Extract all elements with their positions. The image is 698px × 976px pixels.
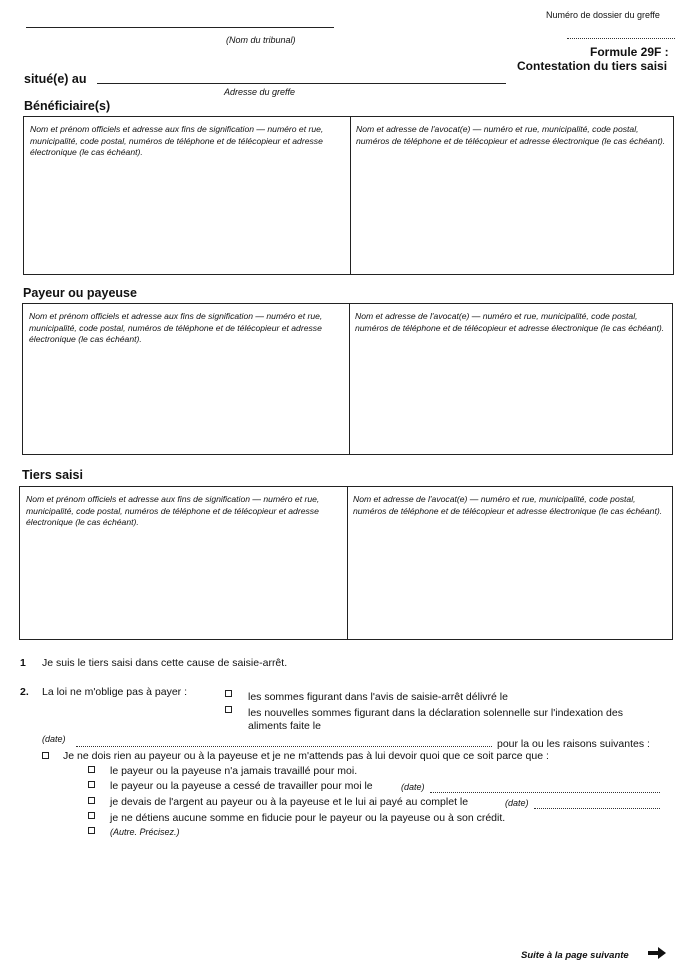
reason-4-text: je ne détiens aucune somme en fiducie pour le payeur ou la payeuse ou à son crédit.	[110, 812, 506, 824]
tiers-saisi-party-field[interactable]	[20, 487, 348, 639]
court-name-caption: (Nom du tribunal)	[226, 35, 296, 45]
located-at-label: situé(e) au	[24, 72, 87, 86]
form-title: Contestation du tiers saisi	[517, 59, 668, 73]
form-number: Formule 29F :	[590, 45, 669, 59]
file-number-caption: Numéro de dossier du greffe	[546, 10, 660, 20]
payeur-box	[22, 303, 673, 455]
reason-3-text: je devais de l'argent au payeur ou à la payeuse et le lui ai payé au complet le	[110, 796, 469, 808]
section-title-tiers-saisi: Tiers saisi	[22, 468, 83, 482]
item-2-number: 2.	[20, 686, 29, 698]
reason-1-checkbox[interactable]	[88, 766, 95, 773]
right-arrow-icon	[648, 946, 666, 964]
date-line[interactable]	[76, 746, 492, 747]
beneficiaire-lawyer-field[interactable]	[350, 117, 673, 274]
payeur-party-field[interactable]	[23, 304, 350, 454]
reason-5-text: (Autre. Précisez.)	[110, 827, 180, 837]
payeur-lawyer-instructions: Nom et adresse de l'avocat(e) — numéro et rue, municipalité, code postal, numéros de téléphone et de télécopieur et adresse électronique (le cas échéant).	[355, 311, 665, 333]
option-b-text-line2: aliments faite le	[248, 720, 321, 732]
item-2-lead: La loi ne m'oblige pas à payer :	[42, 686, 188, 698]
beneficiaire-party-field[interactable]	[24, 117, 351, 274]
reasons-tail: pour la ou les raisons suivantes :	[497, 738, 650, 750]
tiers-saisi-party-instructions: Nom et prénom officiels et adresse aux fins de signification — numéro et rue, municipalité, code postal, numéros de téléphone et de télécopieur et adresse électronique (le cas échéant).	[26, 494, 320, 527]
file-number-line[interactable]	[567, 38, 675, 39]
no-debt-checkbox[interactable]	[42, 752, 49, 759]
reason-2-date-line[interactable]	[430, 792, 660, 793]
tiers-saisi-box	[19, 486, 673, 640]
option-a-checkbox[interactable]	[225, 690, 232, 697]
reason-1-text: le payeur ou la payeuse n'a jamais travaillé pour moi.	[110, 765, 358, 777]
option-b-text-line1: les nouvelles sommes figurant dans la déclaration solennelle sur l'indexation des	[248, 707, 623, 719]
continued-text: Suite à la page suivante	[521, 950, 629, 961]
section-title-beneficiaire: Bénéficiaire(s)	[24, 99, 111, 113]
reason-2-text: le payeur ou la payeuse a cessé de travailler pour moi le	[110, 780, 373, 792]
date-caption: (date)	[42, 734, 66, 744]
reason-3-date-caption: (date)	[505, 798, 529, 808]
office-address-line[interactable]	[97, 83, 506, 84]
option-b-checkbox[interactable]	[225, 706, 232, 713]
item-1-text: Je suis le tiers saisi dans cette cause de saisie-arrêt.	[42, 657, 288, 669]
reason-3-date-line[interactable]	[534, 808, 660, 809]
payeur-party-instructions: Nom et prénom officiels et adresse aux fins de signification — numéro et rue, municipalité, code postal, numéros de téléphone et de télécopieur et adresse électronique (le cas échéant).	[29, 311, 323, 344]
reason-2-checkbox[interactable]	[88, 781, 95, 788]
beneficiaire-party-instructions: Nom et prénom officiels et adresse aux fins de signification — numéro et rue, municipalité, code postal, numéros de téléphone et de télécopieur et adresse électronique (le cas échéant).	[30, 124, 324, 157]
office-address-caption: Adresse du greffe	[224, 87, 296, 97]
option-a-text: les sommes figurant dans l'avis de saisie-arrêt délivré le	[248, 691, 508, 703]
item-1-number: 1	[20, 657, 26, 669]
reason-2-date-caption: (date)	[401, 782, 425, 792]
tiers-saisi-lawyer-instructions: Nom et adresse de l'avocat(e) — numéro et rue, municipalité, code postal, numéros de téléphone et de télécopieur et adresse électronique (le cas échéant).	[353, 494, 663, 516]
section-title-payeur: Payeur ou payeuse	[23, 286, 137, 300]
court-name-line[interactable]	[26, 27, 334, 28]
reason-3-checkbox[interactable]	[88, 797, 95, 804]
payeur-lawyer-field[interactable]	[349, 304, 672, 454]
tiers-saisi-lawyer-field[interactable]	[347, 487, 672, 639]
reason-5-checkbox[interactable]	[88, 827, 95, 834]
beneficiaire-box	[23, 116, 674, 275]
beneficiaire-lawyer-instructions: Nom et adresse de l'avocat(e) — numéro et rue, municipalité, code postal, numéros de téléphone et de télécopieur et adresse électronique (le cas échéant).	[356, 124, 666, 146]
no-debt-text: Je ne dois rien au payeur ou à la payeuse et je ne m'attends pas à lui devoir quoi que ce soit parce que :	[63, 750, 549, 762]
reason-4-checkbox[interactable]	[88, 812, 95, 819]
